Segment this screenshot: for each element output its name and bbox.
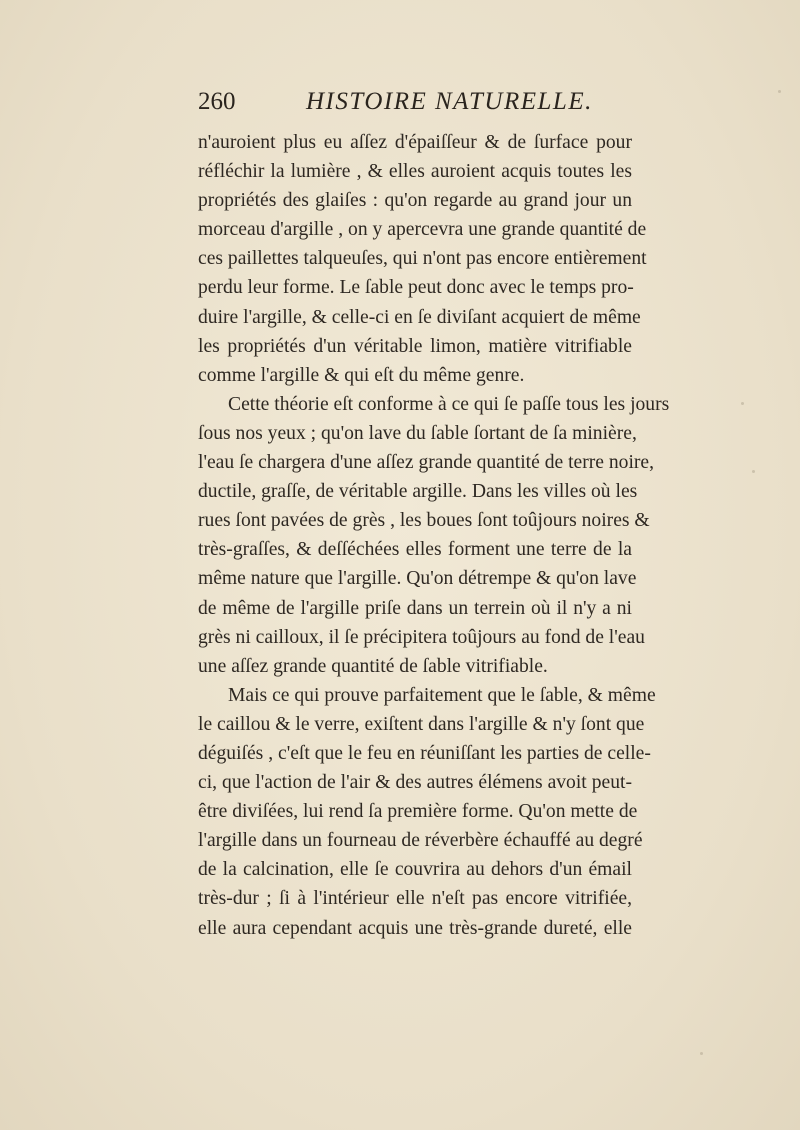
text-line: ſous nos yeux ; qu'on lave du ſable ſortant de ſa minière, (198, 422, 637, 444)
text-line: Cette théorie eſt conforme à ce qui ſe paſſe tous les jours (228, 393, 670, 415)
text-line: être diviſées, lui rend ſa première forme. Qu'on mette de (198, 801, 638, 823)
text-line: même nature que l'argille. Qu'on détrempe & qu'on lave (198, 568, 637, 590)
text-line: propriétés des glaiſes : qu'on regarde au grand jour un (198, 190, 632, 212)
text-line: rues ſont pavées de grès , les boues ſont toûjours noires & (198, 510, 650, 532)
page-number: 260 (198, 88, 236, 115)
text-line: très-graſſes, & deſſéchées elles forment une terre de la (198, 539, 632, 561)
text-line: perdu leur forme. Le ſable peut donc avec le temps pro- (198, 277, 634, 299)
text-line: réfléchir la lumière , & elles auroient acquis toutes les (198, 161, 632, 183)
text-line: l'eau ſe chargera d'une aſſez grande quantité de terre noire, (198, 452, 655, 474)
body-text (198, 128, 670, 943)
text-line: grès ni cailloux, il ſe précipitera toûjours au fond de l'eau (198, 626, 645, 648)
paper-speck (700, 1052, 703, 1055)
text-line: les propriétés d'un véritable limon, matière vitrifiable (198, 335, 632, 357)
running-head (198, 88, 638, 124)
paper-speck (778, 90, 781, 93)
text-line: l'argille dans un fourneau de réverbère échauffé au degré (198, 830, 643, 852)
text-line: ces paillettes talqueuſes, qui n'ont pas encore entièrement (198, 248, 647, 270)
text-line: duire l'argille, & celle-ci en ſe diviſant acquiert de même (198, 306, 641, 328)
text-line: le caillou & le verre, exiſtent dans l'argille & n'y ſont que (198, 713, 645, 735)
text-line: morceau d'argille , on y apercevra une grande quantité de (198, 219, 647, 241)
paper-speck (752, 470, 755, 473)
text-line: une aſſez grande quantité de ſable vitrifiable. (198, 655, 548, 677)
text-line: Mais ce qui prouve parfaitement que le ſable, & même (228, 684, 656, 706)
text-line: très-dur ; ſi à l'intérieur elle n'eſt pas encore vitrifiée, (198, 888, 632, 910)
text-line: comme l'argille & qui eſt du même genre. (198, 364, 525, 386)
text-line: ci, que l'action de l'air & des autres élémens avoit peut- (198, 772, 632, 794)
text-line: déguiſés , c'eſt que le feu en réuniſſant les parties de celle- (198, 742, 651, 764)
text-line: ductile, graſſe, de véritable argille. Dans les villes où les (198, 481, 638, 503)
text-line: de la calcination, elle ſe couvrira au dehors d'un émail (198, 859, 632, 881)
text-line: n'auroient plus eu aſſez d'épaiſſeur & de ſurface pour (198, 132, 632, 153)
text-line: elle aura cependant acquis une très-grande dureté, elle (198, 917, 632, 939)
text-line: de même de l'argille priſe dans un terrein où il n'y a ni (198, 597, 632, 619)
paper-speck (741, 402, 744, 405)
running-title: HISTOIRE NATURELLE. (306, 88, 593, 115)
